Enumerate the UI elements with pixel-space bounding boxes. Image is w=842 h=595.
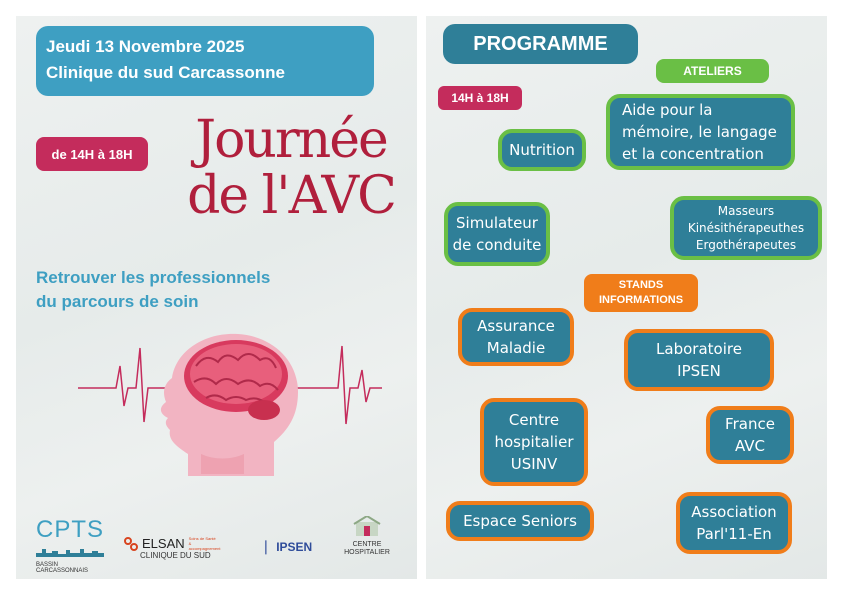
card-assurance-line-1: Assurance <box>477 317 555 335</box>
time-badge-right: 14H à 18H <box>438 86 522 110</box>
subtitle-line-2: du parcours de soin <box>36 292 199 311</box>
ipsen-name: IPSEN <box>276 540 313 554</box>
card-france-avc <box>706 406 794 464</box>
card-france-line-2: AVC <box>734 437 766 455</box>
left-panel <box>16 16 417 579</box>
programme-title: PROGRAMME <box>443 24 638 64</box>
cpts-logo-text: CPTS <box>36 516 105 543</box>
card-association <box>676 492 792 554</box>
card-memoire-line-1: Aide pour la <box>622 101 713 119</box>
ipsen-logo <box>260 538 312 556</box>
card-france-line-1: France <box>725 415 775 433</box>
cpts-logo <box>36 516 104 574</box>
card-masseurs-line-2: Kinésithérapeuthes <box>687 220 805 235</box>
card-espace-seniors <box>446 501 594 541</box>
stands-label <box>584 274 698 312</box>
card-assurance-line-2: Maladie <box>486 339 546 357</box>
ateliers-label: ATELIERS <box>656 59 769 83</box>
elsan-logo <box>124 536 234 560</box>
elsan-tagline: Soins de Santé & accompagnement <box>188 536 221 551</box>
event-title <box>171 112 411 224</box>
cpts-subtitle: BASSIN CARCASSONNAIS <box>36 562 89 574</box>
card-seniors-label: Espace Seniors <box>463 512 577 530</box>
stands-line-1: STANDS <box>618 279 664 291</box>
ch-logo <box>342 516 392 557</box>
card-laboratoire-line-1: Laboratoire <box>656 340 742 358</box>
hospital-building-icon <box>352 516 382 536</box>
date-location-box <box>36 26 374 96</box>
card-laboratoire-line-2: IPSEN <box>677 362 721 380</box>
ipsen-icon: ❘ <box>260 538 272 554</box>
title-line-1: Journée <box>195 110 387 170</box>
head-brain-illustration <box>76 326 386 486</box>
subtitle <box>36 266 336 314</box>
elsan-name: ELSAN <box>142 536 185 551</box>
card-association-line-1: Association <box>691 503 777 521</box>
card-memoire-line-3: et la concentration <box>622 145 764 163</box>
city-skyline-icon <box>36 547 104 557</box>
card-centre-hospitalier <box>480 398 588 486</box>
card-centre-line-2: hospitalier <box>494 433 574 451</box>
card-memoire <box>606 94 795 170</box>
card-nutrition-label: Nutrition <box>509 141 575 159</box>
elsan-symbol-icon <box>124 537 138 551</box>
ch-name: CENTRE HOSPITALIER <box>344 541 390 556</box>
right-panel <box>426 16 827 579</box>
card-assurance <box>458 308 574 366</box>
card-memoire-line-2: mémoire, le langage <box>622 123 777 141</box>
time-badge: de 14H à 18H <box>36 137 148 171</box>
title-line-2: de l'AVC <box>187 166 395 226</box>
event-location: Clinique du sud Carcassonne <box>46 63 285 82</box>
card-simulateur-line-1: Simulateur <box>456 214 538 232</box>
elsan-subtitle: CLINIQUE DU SUD <box>140 551 211 560</box>
card-association-line-2: Parl'11-En <box>696 525 772 543</box>
card-laboratoire <box>624 329 774 391</box>
subtitle-line-1: Retrouver les professionnels <box>36 268 271 287</box>
card-masseurs-line-1: Masseurs <box>717 203 775 218</box>
card-masseurs-line-3: Ergothérapeutes <box>695 237 797 252</box>
card-nutrition <box>498 129 586 171</box>
stands-line-2: INFORMATIONS <box>598 294 684 306</box>
card-simulateur-line-2: de conduite <box>452 236 542 254</box>
card-centre-line-1: Centre <box>508 411 560 429</box>
event-date: Jeudi 13 Novembre 2025 <box>46 37 245 56</box>
card-centre-line-3: USINV <box>510 455 558 473</box>
card-masseurs <box>670 196 822 260</box>
card-simulateur <box>444 202 550 266</box>
